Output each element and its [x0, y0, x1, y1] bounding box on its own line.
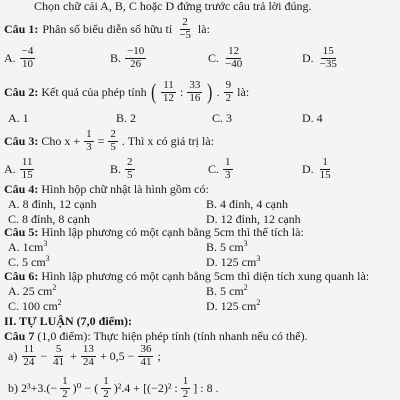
q6-label: Câu 6: [4, 269, 39, 283]
opt-num: −4 [21, 45, 34, 57]
q5-label: Câu 5: [4, 225, 39, 239]
frac [81, 344, 96, 368]
opt-key: B. [110, 161, 122, 176]
q3-option-a[interactable] [4, 157, 36, 181]
tail: ; [157, 349, 161, 364]
frac-den: 2 [225, 91, 232, 104]
frac-den: 41 [140, 355, 152, 368]
frac-den: 2 [182, 387, 189, 400]
frac-num: 5 [55, 343, 62, 355]
part-text: )⁰ − ( [72, 381, 99, 396]
section-2-heading: II. TỰ LUẬN (7,0 điểm): [4, 314, 132, 328]
opt-key: D. [302, 161, 314, 176]
opt-fraction [125, 46, 146, 70]
q2-frac-2 [187, 80, 202, 104]
opt-text: C. 5 cm [8, 255, 46, 269]
q2-operator-1: : [179, 85, 184, 100]
opt-key: B. [110, 50, 122, 65]
operator: + 0,5 − [99, 349, 135, 364]
frac-den: 16 [189, 91, 201, 104]
q6-text: Hình lập phương có một cạnh bằng 5cm thì diện tích xung quanh là: [41, 269, 370, 283]
frac-den: 41 [53, 355, 65, 368]
q5-text: Hình lập phương có một cạnh bằng 5cm thì thể tích là: [41, 225, 304, 239]
q5-option-b[interactable]: B. 5 $cm^3$ [206, 239, 248, 254]
q3-pre: Cho x + [41, 134, 81, 149]
opt-fraction [20, 46, 36, 70]
part-text: )².4 + [(−2)² : [113, 381, 178, 396]
q3-option-b[interactable] [110, 157, 136, 181]
frac [51, 344, 66, 368]
opt-text: A. 1cm [8, 240, 44, 254]
frac-den: 2 [62, 387, 68, 400]
q1-label: Câu 1: [4, 22, 39, 37]
opt-fraction [20, 157, 35, 181]
opt-fraction [223, 157, 233, 181]
q1-fraction [177, 17, 193, 41]
opt-fraction [125, 157, 135, 181]
question-4 [4, 183, 209, 195]
q2-tail: là: [237, 85, 250, 100]
q2-option-a[interactable]: A. 1 [8, 111, 29, 125]
frac-den: 2 [103, 387, 109, 400]
q6-option-b[interactable]: B. 5 $cm^2$ [206, 283, 248, 298]
frac-den: 24 [23, 355, 35, 368]
opt-text: B. 5 cm [206, 284, 244, 298]
question-6 [4, 270, 369, 282]
q5-option-a[interactable]: A. $1cm^3$ [8, 239, 48, 254]
frac-den: 5 [110, 140, 116, 153]
question-1 [4, 17, 210, 41]
q2-operator-2: . [216, 85, 220, 100]
part-label: a) [8, 349, 18, 364]
q6-option-d[interactable]: D. 125 $cm^2$ [206, 298, 261, 313]
q2-label: Câu 2: [4, 85, 39, 100]
opt-den: 15 [21, 168, 33, 181]
opt-num: 2 [127, 156, 133, 168]
q2-frac-3 [224, 80, 234, 104]
frac-num: 1 [86, 128, 92, 140]
opt-key: D. [302, 50, 314, 65]
q5-option-c[interactable]: C. 5 $cm^3$ [8, 254, 50, 269]
opt-text: C. 100 cm [8, 299, 58, 313]
frac-num: 33 [189, 79, 201, 91]
q3-option-d[interactable] [302, 157, 334, 181]
q2-paren-close: ) [207, 79, 213, 105]
frac-num: 1 [103, 375, 109, 387]
q2-paren-open: ( [150, 79, 156, 105]
frac-den: 3 [86, 140, 92, 153]
q7-text: (1,0 điểm): Thực hiện phép tính (tính nhanh nếu có thể). [37, 329, 308, 343]
opt-fraction [318, 46, 339, 70]
opt-den: −35 [319, 57, 337, 70]
question-2 [4, 80, 249, 104]
opt-key: C. [208, 50, 220, 65]
opt-den: 15 [319, 168, 331, 181]
q4-option-b[interactable]: B. 4 đỉnh, 4 cạnh [206, 197, 288, 211]
opt-text: A. 25 cm [8, 284, 53, 298]
frac-num: 11 [23, 343, 35, 355]
q6-option-c[interactable]: C. 100 $cm^2$ [8, 298, 62, 313]
frac [60, 376, 70, 400]
q7-part-b [8, 376, 219, 400]
opt-den: 5 [127, 168, 133, 181]
q4-option-a[interactable]: A. 8 đỉnh, 12 cạnh [8, 197, 97, 211]
opt-den: −40 [225, 57, 243, 70]
q7-part-a [8, 344, 161, 368]
frac-num: 1 [62, 375, 68, 387]
frac [101, 376, 111, 400]
q1-frac-den: −5 [179, 28, 191, 41]
opt-den: 10 [22, 57, 34, 70]
opt-num: −10 [127, 45, 145, 57]
opt-num: 1 [225, 156, 231, 168]
q1-tail: là: [197, 22, 210, 37]
q1-option-b[interactable] [110, 46, 147, 70]
opt-num: 15 [322, 45, 334, 57]
q7-label: Câu 7 [4, 329, 35, 343]
q4-label: Câu 4: [4, 182, 39, 196]
q2-text: Kết quả của phép tính [41, 85, 147, 100]
q3-frac-2 [108, 129, 118, 153]
q1-option-d[interactable] [302, 46, 340, 70]
opt-text: D. 125 cm [206, 299, 257, 313]
frac [138, 344, 153, 368]
q2-option-b[interactable]: B. 2 [116, 111, 137, 125]
question-7 [4, 330, 308, 342]
frac-num: 11 [163, 79, 174, 91]
opt-text: D. 125 cm [206, 255, 257, 269]
opt-key: C. [208, 161, 220, 176]
frac-num: 1 [182, 375, 189, 387]
opt-fraction [223, 46, 244, 70]
q1-option-a[interactable] [4, 46, 36, 70]
part-text: b) 2³+3.(− [8, 381, 58, 396]
q3-frac-1 [84, 129, 94, 153]
opt-num: 12 [228, 45, 240, 57]
opt-fraction [318, 157, 333, 181]
q1-option-c[interactable] [208, 46, 245, 70]
frac-num: 36 [140, 343, 152, 355]
q4-option-c[interactable]: C. 8 đỉnh, 8 cạnh [8, 212, 90, 226]
q6-option-a[interactable]: A. 25 $cm^2$ [8, 283, 57, 298]
frac [21, 344, 36, 368]
frac-den: 24 [82, 355, 94, 368]
q4-option-d[interactable]: D. 12 đỉnh, 12 cạnh [206, 212, 301, 226]
operator: + [70, 349, 77, 364]
frac-num: 9 [225, 79, 232, 91]
frac-num: 2 [110, 128, 116, 140]
q5-option-d[interactable]: D. 125 $cm^3$ [206, 254, 261, 269]
question-3 [4, 129, 214, 153]
q2-option-c[interactable]: C. 3 [212, 111, 233, 125]
opt-den: 26 [130, 57, 142, 70]
frac-num: 13 [82, 343, 94, 355]
opt-num: 1 [322, 156, 328, 168]
q3-tail: . Thì x có giá trị là: [121, 134, 214, 149]
operator: − [40, 349, 48, 364]
opt-den: 3 [225, 168, 231, 181]
instruction-text: Chọn chữ cái A, B, C hoặc D đứng trước câu trả lời đúng. [34, 0, 312, 13]
opt-key: A. [4, 50, 16, 65]
instruction-line [34, 0, 311, 12]
q2-option-d[interactable]: D. 4 [302, 111, 323, 125]
frac-den: 12 [162, 91, 174, 104]
q1-frac-num: 2 [182, 16, 188, 28]
part-text: ] : 8 . [193, 381, 219, 396]
q3-option-c[interactable] [208, 157, 234, 181]
frac [181, 376, 191, 400]
q2-frac-1 [161, 80, 176, 104]
opt-num: 11 [21, 156, 33, 168]
q3-equals: = [97, 134, 105, 149]
q3-label: Câu 3: [4, 134, 39, 149]
opt-key: A. [4, 161, 16, 176]
q4-text: Hình hộp chữ nhật là hình gồm có: [41, 182, 209, 196]
question-5 [4, 226, 304, 238]
opt-text: B. 5 cm [206, 240, 244, 254]
q1-text: Phân số biểu diễn số hữu tỉ [42, 22, 173, 37]
